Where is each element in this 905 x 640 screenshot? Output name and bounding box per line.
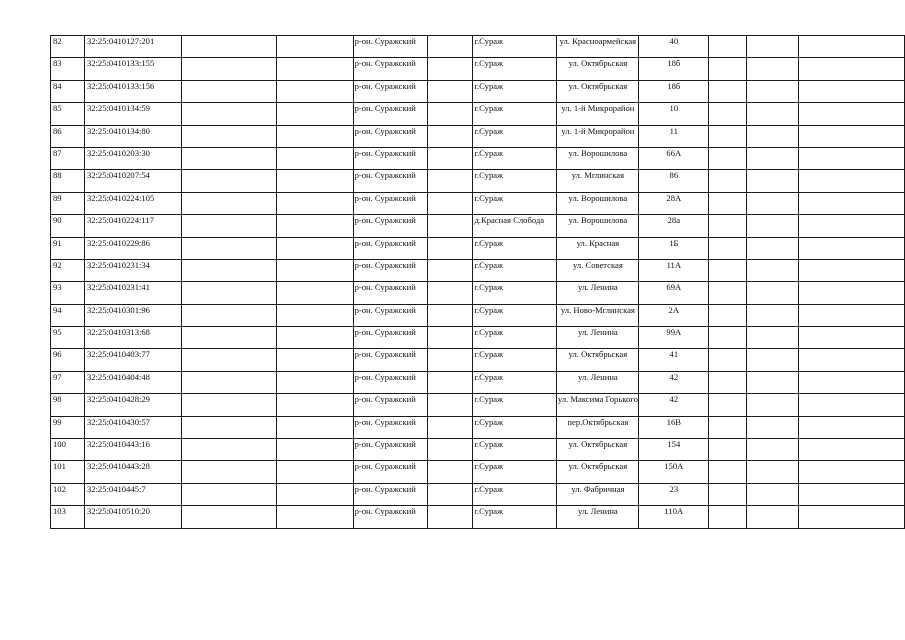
empty-cell: [799, 125, 905, 147]
settlement-cell: г.Сураж: [473, 483, 557, 505]
cadastral-number-cell: 32:25:0410207:54: [84, 170, 181, 192]
empty-cell: [709, 304, 747, 326]
empty-cell: [747, 259, 799, 281]
empty-cell: [799, 327, 905, 349]
empty-cell: [427, 170, 473, 192]
street-cell: ул. Советская: [557, 259, 639, 281]
empty-cell: [709, 36, 747, 58]
table-row: [51, 416, 905, 438]
house-number-cell: 40: [639, 36, 709, 58]
empty-cell: [747, 147, 799, 169]
settlement-cell: г.Сураж: [473, 125, 557, 147]
empty-cell: [276, 349, 353, 371]
street-cell: пер.Октябрьская: [557, 416, 639, 438]
district-cell: р-он. Суражский: [353, 125, 427, 147]
street-cell: ул. Ворошилова: [557, 147, 639, 169]
row-number-cell: 87: [51, 147, 85, 169]
empty-cell: [427, 192, 473, 214]
district-cell: р-он. Суражский: [353, 147, 427, 169]
district-cell: р-он. Суражский: [353, 483, 427, 505]
empty-cell: [181, 147, 276, 169]
empty-cell: [276, 170, 353, 192]
empty-cell: [747, 483, 799, 505]
empty-cell: [181, 192, 276, 214]
table-row: [51, 439, 905, 461]
street-cell: ул. Красноармейская: [557, 36, 639, 58]
empty-cell: [799, 170, 905, 192]
empty-cell: [709, 147, 747, 169]
empty-cell: [427, 237, 473, 259]
empty-cell: [181, 80, 276, 102]
house-number-cell: 23: [639, 483, 709, 505]
cadastral-number-cell: 32:25:0410313:68: [84, 327, 181, 349]
empty-cell: [799, 439, 905, 461]
house-number-cell: 16В: [639, 416, 709, 438]
table-row: [51, 349, 905, 371]
empty-cell: [181, 439, 276, 461]
settlement-cell: г.Сураж: [473, 416, 557, 438]
empty-cell: [799, 237, 905, 259]
empty-cell: [709, 416, 747, 438]
district-cell: р-он. Суражский: [353, 394, 427, 416]
empty-cell: [181, 237, 276, 259]
cadastral-number-cell: 32:25:0410134:59: [84, 103, 181, 125]
empty-cell: [181, 416, 276, 438]
cadastral-number-cell: 32:25:0410301:96: [84, 304, 181, 326]
empty-cell: [747, 304, 799, 326]
settlement-cell: г.Сураж: [473, 371, 557, 393]
empty-cell: [276, 237, 353, 259]
settlement-cell: г.Сураж: [473, 170, 557, 192]
empty-cell: [709, 439, 747, 461]
house-number-cell: 99А: [639, 327, 709, 349]
empty-cell: [747, 282, 799, 304]
house-number-cell: 150А: [639, 461, 709, 483]
street-cell: ул. Красная: [557, 237, 639, 259]
empty-cell: [799, 58, 905, 80]
empty-cell: [747, 192, 799, 214]
empty-cell: [427, 147, 473, 169]
street-cell: ул. Ленина: [557, 506, 639, 528]
row-number-cell: 90: [51, 215, 85, 237]
district-cell: р-он. Суражский: [353, 327, 427, 349]
district-cell: р-он. Суражский: [353, 506, 427, 528]
district-cell: р-он. Суражский: [353, 416, 427, 438]
table-row: [51, 125, 905, 147]
empty-cell: [709, 170, 747, 192]
cadastral-number-cell: 32:25:0410224:105: [84, 192, 181, 214]
cadastral-number-cell: 32:25:0410133:156: [84, 80, 181, 102]
table-row: [51, 394, 905, 416]
empty-cell: [747, 439, 799, 461]
table-row: [51, 282, 905, 304]
empty-cell: [747, 371, 799, 393]
empty-cell: [276, 147, 353, 169]
street-cell: ул. Октябрьская: [557, 58, 639, 80]
empty-cell: [427, 103, 473, 125]
empty-cell: [709, 125, 747, 147]
registry-table: [50, 35, 905, 529]
street-cell: ул. 1-й Микрорайон: [557, 103, 639, 125]
table-row: [51, 103, 905, 125]
house-number-cell: 86: [639, 170, 709, 192]
empty-cell: [427, 80, 473, 102]
house-number-cell: 42: [639, 394, 709, 416]
empty-cell: [709, 237, 747, 259]
empty-cell: [427, 215, 473, 237]
settlement-cell: г.Сураж: [473, 304, 557, 326]
table-row: [51, 506, 905, 528]
empty-cell: [427, 461, 473, 483]
empty-cell: [276, 125, 353, 147]
settlement-cell: г.Сураж: [473, 349, 557, 371]
empty-cell: [276, 439, 353, 461]
empty-cell: [181, 282, 276, 304]
empty-cell: [181, 461, 276, 483]
district-cell: р-он. Суражский: [353, 36, 427, 58]
empty-cell: [709, 259, 747, 281]
empty-cell: [709, 58, 747, 80]
row-number-cell: 82: [51, 36, 85, 58]
empty-cell: [799, 192, 905, 214]
cadastral-number-cell: 32:25:0410231:41: [84, 282, 181, 304]
table-row: [51, 215, 905, 237]
row-number-cell: 96: [51, 349, 85, 371]
cadastral-number-cell: 32:25:0410445:7: [84, 483, 181, 505]
district-cell: р-он. Суражский: [353, 170, 427, 192]
empty-cell: [799, 80, 905, 102]
house-number-cell: 18б: [639, 58, 709, 80]
empty-cell: [276, 416, 353, 438]
settlement-cell: г.Сураж: [473, 461, 557, 483]
street-cell: ул. Ново-Мглинская: [557, 304, 639, 326]
settlement-cell: г.Сураж: [473, 327, 557, 349]
empty-cell: [427, 483, 473, 505]
house-number-cell: 69А: [639, 282, 709, 304]
empty-cell: [747, 103, 799, 125]
row-number-cell: 97: [51, 371, 85, 393]
settlement-cell: г.Сураж: [473, 506, 557, 528]
empty-cell: [181, 215, 276, 237]
row-number-cell: 88: [51, 170, 85, 192]
empty-cell: [709, 371, 747, 393]
street-cell: ул. Ворошилова: [557, 215, 639, 237]
house-number-cell: 110А: [639, 506, 709, 528]
empty-cell: [427, 304, 473, 326]
empty-cell: [181, 103, 276, 125]
empty-cell: [427, 125, 473, 147]
house-number-cell: 66А: [639, 147, 709, 169]
empty-cell: [181, 349, 276, 371]
district-cell: р-он. Суражский: [353, 304, 427, 326]
empty-cell: [276, 215, 353, 237]
district-cell: р-он. Суражский: [353, 282, 427, 304]
table-row: [51, 237, 905, 259]
table-row: [51, 36, 905, 58]
empty-cell: [709, 483, 747, 505]
empty-cell: [276, 103, 353, 125]
empty-cell: [276, 192, 353, 214]
settlement-cell: г.Сураж: [473, 192, 557, 214]
empty-cell: [709, 349, 747, 371]
empty-cell: [181, 394, 276, 416]
cadastral-number-cell: 32:25:0410127:201: [84, 36, 181, 58]
empty-cell: [747, 170, 799, 192]
empty-cell: [709, 506, 747, 528]
empty-cell: [799, 215, 905, 237]
empty-cell: [747, 125, 799, 147]
cadastral-number-cell: 32:25:0410133:155: [84, 58, 181, 80]
table-row: [51, 80, 905, 102]
district-cell: р-он. Суражский: [353, 259, 427, 281]
empty-cell: [747, 327, 799, 349]
empty-cell: [709, 461, 747, 483]
empty-cell: [181, 371, 276, 393]
table-row: [51, 483, 905, 505]
empty-cell: [799, 36, 905, 58]
empty-cell: [799, 282, 905, 304]
district-cell: р-он. Суражский: [353, 215, 427, 237]
row-number-cell: 83: [51, 58, 85, 80]
empty-cell: [276, 327, 353, 349]
cadastral-number-cell: 32:25:0410443:28: [84, 461, 181, 483]
empty-cell: [799, 103, 905, 125]
row-number-cell: 103: [51, 506, 85, 528]
table-row: [51, 304, 905, 326]
district-cell: р-он. Суражский: [353, 103, 427, 125]
empty-cell: [276, 259, 353, 281]
empty-cell: [427, 394, 473, 416]
empty-cell: [709, 282, 747, 304]
empty-cell: [799, 394, 905, 416]
settlement-cell: г.Сураж: [473, 147, 557, 169]
house-number-cell: 28а: [639, 215, 709, 237]
empty-cell: [427, 259, 473, 281]
empty-cell: [709, 80, 747, 102]
row-number-cell: 99: [51, 416, 85, 438]
row-number-cell: 98: [51, 394, 85, 416]
street-cell: ул. Максима Горького: [557, 394, 639, 416]
settlement-cell: г.Сураж: [473, 237, 557, 259]
house-number-cell: 11А: [639, 259, 709, 281]
row-number-cell: 94: [51, 304, 85, 326]
empty-cell: [181, 327, 276, 349]
cadastral-number-cell: 32:25:0410443:16: [84, 439, 181, 461]
empty-cell: [427, 327, 473, 349]
row-number-cell: 102: [51, 483, 85, 505]
row-number-cell: 91: [51, 237, 85, 259]
empty-cell: [181, 36, 276, 58]
empty-cell: [799, 483, 905, 505]
table-row: [51, 192, 905, 214]
table-row: [51, 170, 905, 192]
table-row: [51, 461, 905, 483]
row-number-cell: 85: [51, 103, 85, 125]
row-number-cell: 93: [51, 282, 85, 304]
house-number-cell: 1Б: [639, 237, 709, 259]
cadastral-number-cell: 32:25:0410403:77: [84, 349, 181, 371]
empty-cell: [427, 282, 473, 304]
row-number-cell: 86: [51, 125, 85, 147]
empty-cell: [709, 103, 747, 125]
empty-cell: [799, 304, 905, 326]
empty-cell: [427, 439, 473, 461]
table-row: [51, 58, 905, 80]
district-cell: р-он. Суражский: [353, 371, 427, 393]
table-row: [51, 259, 905, 281]
empty-cell: [747, 215, 799, 237]
empty-cell: [747, 36, 799, 58]
cadastral-number-cell: 32:25:0410224:117: [84, 215, 181, 237]
house-number-cell: 10: [639, 103, 709, 125]
cadastral-number-cell: 32:25:0410428:29: [84, 394, 181, 416]
empty-cell: [427, 58, 473, 80]
empty-cell: [276, 58, 353, 80]
empty-cell: [747, 461, 799, 483]
row-number-cell: 89: [51, 192, 85, 214]
empty-cell: [799, 506, 905, 528]
empty-cell: [181, 259, 276, 281]
district-cell: р-он. Суражский: [353, 237, 427, 259]
empty-cell: [276, 371, 353, 393]
table-row: [51, 147, 905, 169]
street-cell: ул. Ленина: [557, 327, 639, 349]
empty-cell: [709, 394, 747, 416]
street-cell: ул. Ленина: [557, 371, 639, 393]
empty-cell: [276, 461, 353, 483]
empty-cell: [181, 58, 276, 80]
empty-cell: [276, 282, 353, 304]
empty-cell: [747, 394, 799, 416]
house-number-cell: 41: [639, 349, 709, 371]
street-cell: ул. Октябрьская: [557, 349, 639, 371]
empty-cell: [181, 170, 276, 192]
house-number-cell: 154: [639, 439, 709, 461]
street-cell: ул. Ленина: [557, 282, 639, 304]
table-row: [51, 327, 905, 349]
settlement-cell: г.Сураж: [473, 394, 557, 416]
empty-cell: [747, 416, 799, 438]
row-number-cell: 92: [51, 259, 85, 281]
empty-cell: [427, 416, 473, 438]
district-cell: р-он. Суражский: [353, 80, 427, 102]
cadastral-number-cell: 32:25:0410510:20: [84, 506, 181, 528]
street-cell: ул. Ворошилова: [557, 192, 639, 214]
empty-cell: [181, 304, 276, 326]
empty-cell: [747, 58, 799, 80]
district-cell: р-он. Суражский: [353, 439, 427, 461]
empty-cell: [799, 147, 905, 169]
street-cell: ул. Фабричная: [557, 483, 639, 505]
cadastral-number-cell: 32:25:0410430:57: [84, 416, 181, 438]
settlement-cell: г.Сураж: [473, 80, 557, 102]
empty-cell: [709, 215, 747, 237]
street-cell: ул. 1-й Микрорайон: [557, 125, 639, 147]
street-cell: ул. Мглинская: [557, 170, 639, 192]
settlement-cell: г.Сураж: [473, 36, 557, 58]
empty-cell: [799, 461, 905, 483]
empty-cell: [799, 371, 905, 393]
empty-cell: [427, 36, 473, 58]
empty-cell: [799, 259, 905, 281]
settlement-cell: д.Красная Слобода: [473, 215, 557, 237]
empty-cell: [747, 80, 799, 102]
settlement-cell: г.Сураж: [473, 259, 557, 281]
settlement-cell: г.Сураж: [473, 439, 557, 461]
house-number-cell: 11: [639, 125, 709, 147]
empty-cell: [747, 506, 799, 528]
empty-cell: [427, 371, 473, 393]
district-cell: р-он. Суражский: [353, 349, 427, 371]
empty-cell: [427, 349, 473, 371]
house-number-cell: 18б: [639, 80, 709, 102]
empty-cell: [181, 506, 276, 528]
empty-cell: [799, 349, 905, 371]
district-cell: р-он. Суражский: [353, 58, 427, 80]
cadastral-number-cell: 32:25:0410203:30: [84, 147, 181, 169]
street-cell: ул. Октябрьская: [557, 80, 639, 102]
row-number-cell: 95: [51, 327, 85, 349]
empty-cell: [276, 506, 353, 528]
district-cell: р-он. Суражский: [353, 461, 427, 483]
empty-cell: [276, 394, 353, 416]
table-row: [51, 371, 905, 393]
empty-cell: [799, 416, 905, 438]
empty-cell: [276, 483, 353, 505]
house-number-cell: 28А: [639, 192, 709, 214]
district-cell: р-он. Суражский: [353, 192, 427, 214]
street-cell: ул. Октябрьская: [557, 461, 639, 483]
cadastral-number-cell: 32:25:0410404:48: [84, 371, 181, 393]
settlement-cell: г.Сураж: [473, 282, 557, 304]
empty-cell: [276, 304, 353, 326]
empty-cell: [747, 237, 799, 259]
empty-cell: [747, 349, 799, 371]
empty-cell: [709, 192, 747, 214]
empty-cell: [276, 80, 353, 102]
street-cell: ул. Октябрьская: [557, 439, 639, 461]
row-number-cell: 84: [51, 80, 85, 102]
settlement-cell: г.Сураж: [473, 103, 557, 125]
house-number-cell: 42: [639, 371, 709, 393]
house-number-cell: 2А: [639, 304, 709, 326]
cadastral-number-cell: 32:25:0410134:80: [84, 125, 181, 147]
empty-cell: [276, 36, 353, 58]
empty-cell: [181, 125, 276, 147]
empty-cell: [181, 483, 276, 505]
row-number-cell: 101: [51, 461, 85, 483]
cadastral-number-cell: 32:25:0410231:34: [84, 259, 181, 281]
cadastral-number-cell: 32:25:0410229:86: [84, 237, 181, 259]
settlement-cell: г.Сураж: [473, 58, 557, 80]
empty-cell: [427, 506, 473, 528]
empty-cell: [709, 327, 747, 349]
row-number-cell: 100: [51, 439, 85, 461]
